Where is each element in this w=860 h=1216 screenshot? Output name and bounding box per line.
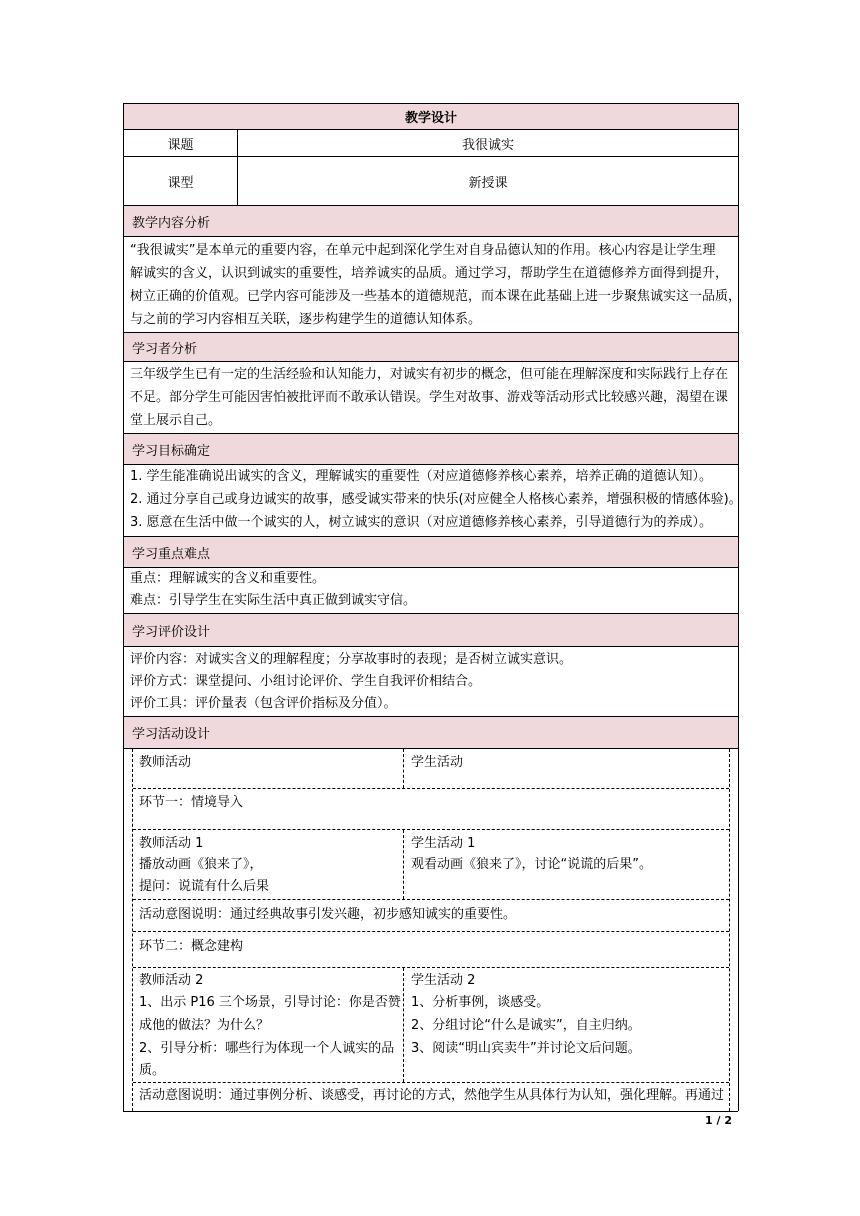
teacher-activity-title: 教师活动 1: [139, 836, 204, 851]
teacher-activity-col: 教师活动: [139, 755, 192, 770]
intent-row: [133, 900, 729, 932]
activity-intent: 活动意图说明：通过事例分析、谈感受，再讨论的方式，然他学生从具体行为认知，强化理解。再通过: [139, 1088, 725, 1103]
learner-analysis-line: 堂上展示自己。: [130, 413, 222, 428]
objective-item: 1. 学生能准确说出诚实的含义，理解诚实的重要性（对应道德修养核心素养，培养正确的道德认知）。: [130, 469, 713, 484]
content-analysis-line: 树立正确的价值观。已学内容可能涉及一些基本的道德规范，而本课在此基础上进一步聚焦诚实这一品质，: [130, 289, 742, 304]
stage-row: [133, 932, 729, 968]
key-points-heading: 学习重点难点: [124, 537, 738, 568]
student-activity-col: 学生活动: [411, 755, 464, 770]
student-activity-step: 3、阅读“明山宾卖牛”并讨论文后问题。: [411, 1041, 641, 1056]
difficult-point: 难点：引导学生在实际生活中真正做到诚实守信。: [130, 593, 417, 608]
topic-value: 我很诚实: [461, 137, 514, 153]
teacher-activity-step: 提问：说谎有什么后果: [139, 879, 270, 894]
table-title-row: [124, 104, 738, 130]
evaluation-tool: 评价工具：评价量表（包含评价指标及分值）。: [130, 696, 397, 711]
lesson-type-row: [124, 157, 738, 206]
page-number: 1 / 2: [705, 1114, 732, 1127]
teacher-activity-step: 播放动画《狼来了》，: [139, 857, 263, 872]
learner-analysis-body: [124, 362, 738, 434]
stage-title: 环节一：情境导入: [139, 795, 244, 810]
table-title: 教学设计: [404, 111, 457, 126]
activity-table: [132, 749, 730, 1111]
lesson-type-label: 课型: [124, 157, 238, 205]
activity-header-row: [133, 749, 729, 789]
activities-heading: 学习活动设计: [124, 717, 738, 749]
student-activity-title: 学生活动 1: [411, 836, 476, 851]
content-analysis-line: “我很诚实”是本单元的重要内容，在单元中起到深化学生对自身品德认知的作用。核心内容是让学生理: [130, 243, 716, 258]
teacher-activity-step: 1、出示 P16 三个场景，引导讨论：你是否赞: [139, 995, 401, 1010]
activity-intent: 活动意图说明：通过经典故事引发兴趣，初步感知诚实的重要性。: [139, 907, 517, 922]
objective-item: 3. 愿意在生活中做一个诚实的人，树立诚实的意识（对应道德修养核心素养，引导道德行为的养成）。: [130, 515, 713, 530]
key-points-body: [124, 568, 738, 614]
objectives-heading: 学习目标确定: [124, 434, 738, 465]
content-analysis-line: 解诚实的含义，认识到诚实的重要性，培养诚实的品质。通过学习，帮助学生在道德修养方面得到提升，: [130, 266, 729, 281]
design-table: [123, 103, 742, 1111]
activity-row: [133, 830, 729, 900]
footer-rule: [123, 1111, 738, 1112]
teacher-activity-step: 成他的做法？为什么？: [139, 1018, 270, 1033]
evaluation-heading: 学习评价设计: [124, 614, 738, 647]
objective-item: 2. 通过分享自己或身边诚实的故事，感受诚实带来的快乐(对应健全人格核心素养，增强积极的情感体验)。: [130, 492, 742, 507]
content-analysis-heading: 教学内容分析: [124, 206, 738, 237]
topic-label: 课题: [124, 130, 238, 156]
stage-row: [133, 789, 729, 830]
student-activity-step: 观看动画《狼来了》，讨论“说谎的后果”。: [411, 857, 652, 872]
intent-row: [133, 1083, 729, 1111]
stage-title: 环节二：概念建构: [139, 939, 244, 954]
learner-analysis-line: 三年级学生已有一定的生活经验和认知能力，对诚实有初步的概念，但可能在理解深度和实际践行上存在: [130, 367, 729, 382]
content-analysis-line: 与之前的学习内容相互关联，逐步构建学生的道德认知体系。: [130, 312, 482, 327]
objectives-body: [124, 465, 742, 537]
evaluation-content: 评价内容：对诚实含义的理解程度；分享故事时的表现；是否树立诚实意识。: [130, 652, 573, 667]
learner-analysis-line: 不足。部分学生可能因害怕被批评而不敢承认错误。学生对故事、游戏等活动形式比较感兴趣，渴望在课: [130, 390, 729, 405]
learner-analysis-heading: 学习者分析: [124, 333, 738, 362]
teacher-activity-title: 教师活动 2: [139, 973, 204, 988]
activity-row: [133, 968, 729, 1083]
content-analysis-body: [124, 237, 742, 333]
evaluation-body: [124, 647, 738, 717]
lesson-type-value: 新授课: [468, 175, 508, 191]
student-activity-step: 1、分析事例，谈感受。: [411, 995, 550, 1010]
key-point: 重点：理解诚实的含义和重要性。: [130, 571, 326, 586]
evaluation-method: 评价方式：课堂提问、小组讨论评价、学生自我评价相结合。: [130, 674, 482, 689]
student-activity-step: 2、分组讨论“什么是诚实”，自主归纳。: [411, 1018, 641, 1033]
topic-row: [124, 130, 738, 157]
student-activity-title: 学生活动 2: [411, 973, 476, 988]
teacher-activity-step: 质。: [139, 1063, 166, 1078]
teacher-activity-step: 2、引导分析：哪些行为体现一个人诚实的品: [139, 1041, 395, 1056]
